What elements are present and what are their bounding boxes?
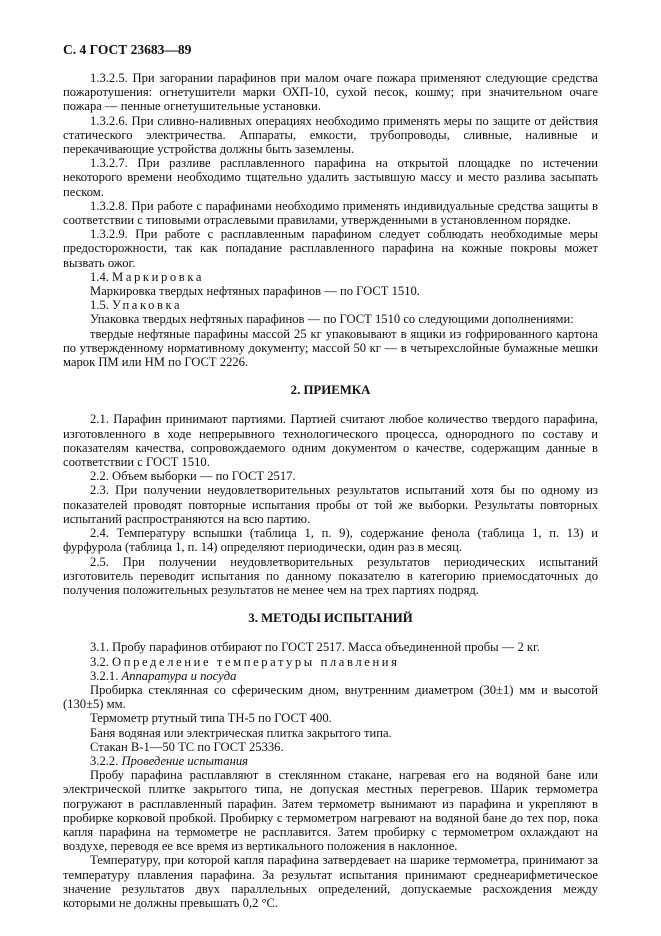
clause-3-1: 3.1. Пробу парафинов отбирают по ГОСТ 2517. Масса объединенной пробы — 2 кг.	[90, 640, 540, 655]
clause-2-3: 2.3. При получении неудовлетворительных результатов испытаний хотя бы по одному из показателей проводят повторные испытания пробы от той же выборки. Результаты повторных испытаний распространяются на всю партию.	[63, 483, 598, 526]
clause-2-2: 2.2. Объем выборки — по ГОСТ 2517.	[90, 469, 296, 484]
heading-3-2-number: 3.2.	[90, 654, 109, 669]
heading-3-2	[63, 655, 598, 669]
clause-2-1: 2.1. Парафин принимают партиями. Партией считают любое количество твердого парафина, изготовленного в ходе непрерывного технологического процесса, однородного по составу и показателям качества, сопровождаемого одним документом о качестве, содержащим данные в соответствии с ГОСТ 1510.	[63, 412, 598, 470]
test-procedure: Пробу парафина расплавляют в стеклянном стакане, нагревая его на водяной бане или электрической плитке закрытого типа, не допуская местных перегревов. Шарик термометра погружают в расплавленный парафин. Затем термометр вынимают из парафина и укрепляют в пробирке корковой пробкой. Пробирку с термометром нагревают на водяной бане до тех пор, пока капля парафина на термометре не расплавится. Затем пробирку с термометром охлаждают на воздухе, переводя ее все время из вертикального положения в наклонное.	[63, 768, 598, 854]
clause-2-4: 2.4. Температуру вспышки (таблица 1, п. 9), содержание фенола (таблица 1, п. 13) и фурфурола (таблица 1, п. 14) определяют периодически, один раз в месяц.	[63, 526, 598, 555]
heading-3-2-title: Определение температуры плавления	[112, 654, 400, 669]
document-body	[63, 71, 598, 910]
clause-1-4-text: Маркировка твердых нефтяных парафинов — по ГОСТ 1510.	[90, 284, 420, 299]
heading-1-4-number: 1.4.	[90, 269, 109, 284]
clause-1-3-2-5: 1.3.2.5. При загорании парафинов при малом очаге пожара применяют следующие средства пожаротушения: огнетушители марки ОХП-10, сухой песок, кошму; при значительном очаге пожара — пенные огнетушительные установки.	[63, 71, 598, 114]
clause-1-3-2-8: 1.3.2.8. При работе с парафинами необходимо применять индивидуальные средства защиты в соответствии с типовыми отраслевыми правилами, утвержденными в установленном порядке.	[63, 198, 598, 228]
equipment-thermometer: Термометр ртутный типа ТН-5 по ГОСТ 400.	[90, 711, 332, 726]
section-title-acceptance: 2. ПРИЕМКА	[290, 383, 371, 398]
heading-1-4	[63, 270, 598, 284]
heading-3-2-2-number: 3.2.2.	[90, 753, 119, 768]
clause-1-3-2-6: 1.3.2.6. При сливно-наливных операциях необходимо применять меры по защите от действия статического электричества. Аппараты, емкости, трубопроводы, сливные, наливные и перекачивающие устройства должны быть заземлены.	[63, 113, 598, 157]
heading-1-5-title: Упаковка	[112, 298, 183, 313]
heading-3-2-1-title: Аппаратура и посуда	[121, 668, 237, 683]
clause-2-5: 2.5. При получении неудовлетворительных результатов периодических испытаний изготовитель переводит испытания по данному показателю в категорию приемосдаточных до получения положительных результатов не менее чем на трех партиях подряд.	[63, 554, 598, 597]
page-header: С. 4 ГОСТ 23683—89	[63, 42, 192, 57]
clause-1-3-2-7: 1.3.2.7. При разливе расплавленного парафина на открытой площадке по истечении некоторого времени необходимо тщательно удалить застывшую массу и место разлива засыпать песком.	[63, 156, 598, 199]
heading-3-2-2	[63, 754, 598, 768]
section-title-test-methods: 3. МЕТОДЫ ИСПЫТАНИЙ	[248, 611, 413, 626]
equipment-test-tube: Пробирка стеклянная со сферическим дном, внутренним диаметром (30±1) мм и высотой (130±5) мм.	[63, 682, 598, 712]
test-result: Температуру, при которой капля парафина затвердевает на шарике термометра, принимают за температуру плавления парафина. За результат испытания принимают среднеарифметическое значение результатов двух параллельных определений, допускаемые расхождения между которыми не должны превышать 0,2 °С.	[63, 853, 598, 910]
heading-3-2-1-number: 3.2.1.	[90, 668, 119, 683]
heading-1-5-number: 1.5.	[90, 298, 109, 313]
heading-3-2-1	[63, 669, 598, 683]
heading-1-4-title: Маркировка	[112, 269, 205, 284]
heading-1-5	[63, 298, 598, 312]
equipment-beaker: Стакан В-1—50 ТС по ГОСТ 25336.	[90, 739, 284, 754]
clause-1-5-text: Упаковка твердых нефтяных парафинов — по ГОСТ 1510 со следующими дополнениями:	[90, 312, 574, 327]
heading-3-2-2-title: Проведение испытания	[121, 753, 248, 768]
clause-1-3-2-9: 1.3.2.9. При работе с расплавленным парафином следует соблюдать необходимые меры предосторожности, так как попадание расплавленного парафина на кожные покровы может вызвать ожог.	[63, 227, 598, 270]
clause-1-5-packaging: твердые нефтяные парафины массой 25 кг упаковывают в ящики из гофрированного картона по утвержденному нормативному документу; массой 50 кг — в четырехслойные бумажные мешки марок ПМ или НМ по ГОСТ 2226.	[63, 326, 598, 370]
equipment-bath: Баня водяная или электрическая плитка закрытого типа.	[90, 725, 392, 740]
